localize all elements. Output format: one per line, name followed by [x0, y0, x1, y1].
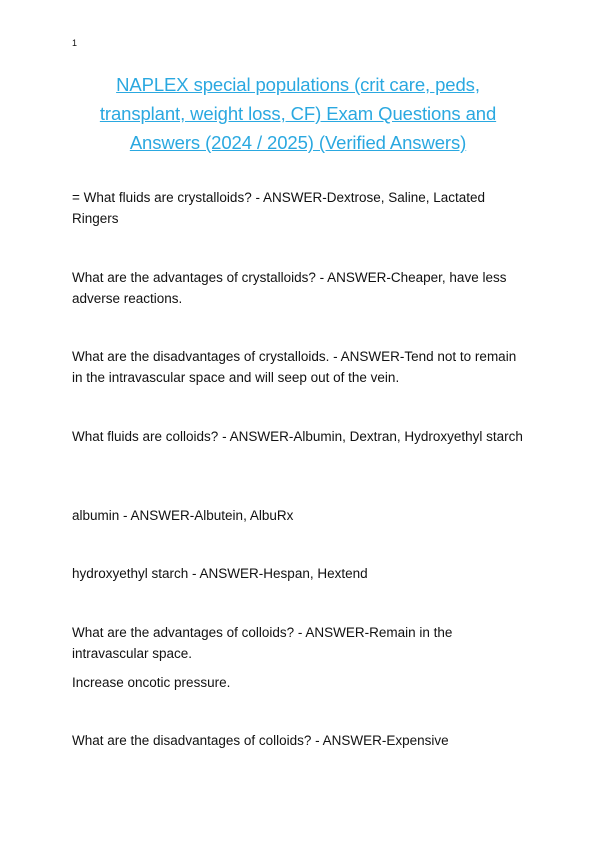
qa-entry: What are the disadvantages of crystalloids. - ANSWER-Tend not to remain in the intravascular space and will seep out of the vein. [72, 349, 517, 385]
qa-entry: What fluids are colloids? - ANSWER-Albumin, Dextran, Hydroxyethyl starch [72, 429, 523, 444]
qa-entry: = What fluids are crystalloids? - ANSWER-Dextrose, Saline, Lactated Ringers [72, 190, 486, 226]
document-title[interactable]: NAPLEX special populations (crit care, peds, transplant, weight loss, CF) Exam Questions and Answers (2024 / 2025) (Verified Answers) [99, 74, 497, 153]
page-number: 1 [72, 38, 78, 48]
qa-entry: What are the advantages of crystalloids? - ANSWER-Cheaper, have less adverse reactions. [72, 270, 507, 306]
qa-entry: What are the disadvantages of colloids? - ANSWER-Expensive [72, 733, 449, 748]
qa-entry: What are the advantages of colloids? - ANSWER-Remain in the intravascular space. [72, 625, 453, 661]
qa-entry: hydroxyethyl starch - ANSWER-Hespan, Hextend [72, 566, 368, 581]
qa-entry: albumin - ANSWER-Albutein, AlbuRx [72, 508, 294, 523]
qa-entry-continuation: Increase oncotic pressure. [72, 675, 231, 690]
